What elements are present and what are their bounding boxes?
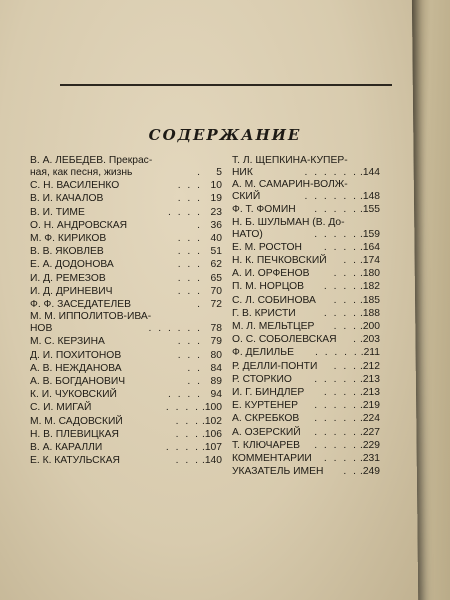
toc-entry-page: .148: [359, 191, 380, 203]
toc-entry-name: К. И. ЧУКОВСКИЙ: [30, 389, 117, 401]
toc-entry-page: .185: [359, 294, 380, 306]
toc-entry-name-cont: НИК: [232, 167, 253, 178]
toc-entry-page: .144: [359, 167, 380, 178]
toc-entry-leader: . . . . .: [314, 400, 358, 412]
toc-entry-page: 79: [210, 336, 222, 348]
toc-entry: [30, 232, 222, 245]
toc-entry-leader: . . .: [177, 180, 202, 192]
toc-entry-name: В. А. ЛЕБЕДЕВ. Прекрас-: [30, 155, 153, 166]
toc-entry-page: .159: [359, 228, 380, 240]
toc-entry-page: 70: [210, 285, 222, 297]
toc-entry-leader: . . . .: [323, 307, 358, 319]
toc-entry-leader: . . . .: [323, 241, 358, 253]
toc-entry-name: Е. К. КАТУЛЬСКАЯ: [30, 455, 120, 467]
toc-entry: [232, 386, 380, 399]
toc-entry: [30, 298, 222, 311]
toc-entry-name: С. И. МИГАЙ: [30, 402, 92, 414]
toc-entry-leader: .: [197, 167, 202, 178]
toc-entry-page: 5: [216, 167, 222, 178]
toc-entry-leader: . . . . . .: [304, 191, 358, 203]
toc-entry-page: 10: [210, 180, 222, 192]
toc-entry-leader: . . .: [175, 428, 200, 440]
toc-entry-leader: . . . . . .: [148, 323, 202, 335]
toc-entry: [232, 155, 380, 179]
toc-entry-page: .213: [359, 373, 380, 385]
toc-entry-page: .224: [359, 413, 380, 425]
page-title: СОДЕРЖАНИЕ: [148, 126, 302, 144]
toc-entry-name: А. В. НЕЖДАНОВА: [30, 362, 122, 374]
toc-entry: [232, 307, 380, 320]
toc-entry-name: Ф. Ф. ЗАСЕДАТЕЛЕВ: [30, 299, 131, 311]
toc-entry: [232, 399, 380, 412]
toc-entry: [30, 362, 222, 375]
toc-entry-leader: . . . .: [323, 453, 358, 465]
toc-entry-leader: . . . .: [165, 402, 200, 414]
toc-entry-leader: . . . . .: [314, 439, 358, 451]
toc-entry-name: Д. И. ПОХИТОНОВ: [30, 349, 122, 361]
toc-entry-leader: . . . .: [323, 387, 358, 399]
toc-entry: [232, 465, 380, 478]
toc-entry-page: .164: [359, 241, 380, 253]
toc-entry-page: .249: [359, 466, 380, 478]
toc-entry-leader: . . .: [177, 285, 202, 297]
toc-entry: [30, 206, 222, 219]
toc-entry-page: .155: [359, 204, 380, 216]
toc-entry: [232, 412, 380, 425]
toc-entry-leader: . . . .: [167, 206, 202, 218]
toc-entry: [232, 280, 380, 293]
toc-entry-page: .213: [359, 387, 380, 399]
toc-entry: [232, 179, 380, 203]
toc-entry-page: 23: [210, 206, 222, 218]
toc-entry: [30, 441, 222, 454]
toc-entry-leader: . . .: [175, 455, 200, 467]
toc-entry: [30, 388, 222, 401]
toc-entry-leader: .: [197, 299, 202, 311]
toc-entry-page: .100: [201, 402, 222, 414]
toc-entry-page: .200: [359, 321, 380, 333]
toc-entry-name: Т. Л. ЩЕПКИНА-КУПЕР-: [232, 155, 348, 166]
toc-entry-page: 65: [210, 272, 222, 284]
toc-entry-name-cont: НАТО): [232, 228, 263, 240]
toc-entry-name: В. В. ЯКОВЛЕВ: [30, 246, 104, 258]
toc-entry-leader: . . . . .: [314, 413, 358, 425]
toc-entry: [30, 375, 222, 388]
toc-entry: [30, 192, 222, 205]
toc-entry-name: П. М. НОРЦОВ: [232, 281, 305, 293]
toc-entry-name: Р. СТОРКИО: [232, 373, 292, 385]
toc-entry-name: Е. М. РОСТОН: [232, 241, 302, 253]
toc-entry-leader: . .: [343, 255, 358, 267]
toc-entry-page: 89: [210, 376, 222, 388]
toc-entry-leader: . . . . .: [314, 347, 359, 359]
toc-entry-page: 84: [210, 362, 222, 374]
toc-entry-name: О. С. СОБОЛЕВСКАЯ: [232, 334, 337, 346]
toc-entry-name: И. Д. ДРИНЕВИЧ: [30, 285, 113, 297]
toc-entry: [232, 360, 380, 373]
toc-entry-leader: . . .: [333, 294, 358, 306]
toc-entry-name: Н. К. ПЕЧКОВСКИЙ: [232, 255, 327, 267]
toc-entry: [30, 219, 222, 232]
toc-entry: [30, 272, 222, 285]
toc-entry-name: И. Г. БИНДЛЕР: [232, 387, 305, 399]
toc-entry-name: Н. В. ПЛЕВИЦКАЯ: [30, 428, 119, 440]
toc-entry-name: М. С. КЕРЗИНА: [30, 336, 105, 348]
toc-entry: [232, 217, 380, 241]
toc-entry-name: Н. Б. ШУЛЬМАН (В. До-: [232, 216, 345, 228]
toc-entry-leader: . . . . .: [314, 426, 358, 438]
toc-entry-page: .211: [360, 347, 380, 359]
toc-entry-page: .102: [201, 415, 222, 427]
toc-entry-page: .219: [359, 400, 380, 412]
toc-entry: [232, 254, 380, 267]
toc-entry-leader: . . .: [177, 193, 202, 205]
toc-entry: [232, 346, 380, 359]
toc-entry-leader: . . .: [177, 349, 202, 361]
toc-entry: [30, 415, 222, 428]
toc-entry: [30, 245, 222, 258]
header-rule: [60, 84, 392, 86]
toc-entry: [30, 349, 222, 362]
toc-entry-name: КОММЕНТАРИИ: [232, 453, 312, 465]
toc-entry-name: А. В. БОГДАНОВИЧ: [30, 376, 126, 388]
toc-entry-page: .212: [359, 360, 380, 372]
toc-entry-name: Р. ДЕЛЛИ-ПОНТИ: [232, 360, 318, 372]
toc-entry-leader: .: [197, 219, 202, 231]
toc-entry-page: .188: [359, 307, 380, 319]
toc-entry-name: А. ОЗЕРСКИЙ: [232, 426, 301, 438]
toc-entry: [30, 401, 222, 414]
toc-entry: [30, 428, 222, 441]
toc-entry-leader: . .: [343, 466, 358, 478]
toc-entry-name: С. Н. ВАСИЛЕНКО: [30, 180, 120, 192]
toc-entry-page: .180: [359, 268, 380, 280]
toc-entry-name: А. СКРЕБКОВ: [232, 413, 300, 425]
toc-entry-name: В. И. КАЧАЛОВ: [30, 193, 104, 205]
toc-entry: [232, 426, 380, 439]
toc-entry-name: О. Н. АНДРОВСКАЯ: [30, 219, 128, 231]
toc-entry-name-cont: НОВ: [30, 323, 53, 335]
toc-entry-page: .140: [201, 455, 222, 467]
toc-entry-name: Е. КУРТЕНЕР: [232, 400, 298, 412]
toc-entry: [30, 155, 222, 179]
toc-entry-leader: .: [353, 334, 358, 346]
toc-entry-page: 72: [210, 299, 222, 311]
toc-entry-name: С. Л. СОБИНОВА: [232, 294, 316, 306]
toc-entry-page: 40: [210, 233, 222, 245]
toc-entry: [232, 294, 380, 307]
toc-entry-name: В. И. ТИМЕ: [30, 206, 85, 218]
toc-entry-leader: . . .: [177, 233, 202, 245]
toc-entry-name: А. М. САМАРИН-ВОЛЖ-: [232, 179, 348, 191]
toc-entry: [30, 285, 222, 298]
toc-entry-name: М. М. САДОВСКИЙ: [30, 415, 123, 427]
toc-entry-name: Т. КЛЮЧАРЕВ: [232, 439, 301, 451]
toc-entry-name: Е. А. ДОДОНОВА: [30, 259, 114, 271]
toc-entry-page: 94: [210, 389, 222, 401]
toc-entry-name: Ф. Т. ФОМИН: [232, 204, 296, 216]
toc-entry-page: 78: [210, 323, 222, 335]
toc-entry-page: 80: [210, 349, 222, 361]
toc-entry-page: 51: [210, 246, 222, 258]
toc-entry-name: А. И. ОРФЕНОВ: [232, 268, 310, 280]
toc-column-right: [232, 155, 380, 478]
toc-entry: [232, 452, 380, 465]
toc-entry-page: .231: [359, 453, 380, 465]
toc-entry-name: Г. В. КРИСТИ: [232, 307, 296, 319]
toc-entry: [232, 439, 380, 452]
toc-entry-leader: . . . . .: [314, 228, 358, 240]
toc-entry: [30, 258, 222, 271]
toc-entry: [232, 203, 380, 216]
toc-entry-page: .106: [201, 428, 222, 440]
toc-entry-leader: . . .: [177, 246, 202, 258]
toc-entry: [232, 373, 380, 386]
toc-entry-leader: . . .: [177, 336, 202, 348]
toc-entry-page: .203: [359, 334, 380, 346]
toc-entry-page: .182: [359, 281, 380, 293]
toc-entry: [232, 333, 380, 346]
toc-entry-page: .227: [359, 426, 380, 438]
toc-entry-leader: . . . .: [167, 389, 202, 401]
toc-entry: [232, 241, 380, 254]
toc-entry: [30, 179, 222, 192]
toc-entry-leader: . . . . . .: [304, 167, 358, 178]
toc-entry-page: 62: [210, 259, 222, 271]
toc-entry-name: УКАЗАТЕЛЬ ИМЕН: [232, 466, 324, 478]
toc-entry-page: .174: [359, 255, 380, 267]
toc-entry: [30, 335, 222, 348]
toc-entry-name-cont: СКИЙ: [232, 191, 261, 203]
toc-entry: [232, 320, 380, 333]
toc-entry-leader: . . .: [177, 272, 202, 284]
toc-entry-leader: . . .: [333, 360, 358, 372]
toc-entry-leader: . . . . .: [314, 373, 358, 385]
toc-entry-leader: . .: [187, 362, 202, 374]
toc-entry-leader: . . . .: [323, 281, 358, 293]
toc-entry-name: М. Ф. КИРИКОВ: [30, 233, 107, 245]
toc-entry-page: .229: [359, 439, 380, 451]
toc-entry-leader: . . .: [175, 415, 200, 427]
toc-entry-page: 36: [210, 219, 222, 231]
toc-entry-leader: . .: [187, 376, 202, 388]
toc-entry-page: .107: [201, 442, 222, 454]
toc-column-left: [30, 155, 222, 467]
toc-entry-name: Ф. ДЕЛИЛЬЕ: [232, 347, 294, 359]
toc-entry-leader: . . . . .: [314, 204, 358, 216]
toc-entry-page: 19: [210, 193, 222, 205]
toc-entry-name: М. Л. МЕЛЬТЦЕР: [232, 321, 315, 333]
toc-entry-name: И. Д. РЕМЕЗОВ: [30, 272, 106, 284]
toc-entry-name: М. М. ИППОЛИТОВ-ИВА-: [30, 311, 152, 323]
toc-entry: [30, 311, 222, 335]
toc-entry-leader: . . .: [333, 268, 358, 280]
toc-entry-leader: . . . .: [165, 442, 200, 454]
toc-entry: [30, 454, 222, 467]
toc-entry: [232, 267, 380, 280]
toc-entry-leader: . . .: [333, 321, 358, 333]
toc-entry-name-cont: ная, как песня, жизнь: [30, 167, 133, 178]
toc-entry-leader: . . .: [177, 259, 202, 271]
toc-entry-name: В. А. КАРАЛЛИ: [30, 442, 103, 454]
